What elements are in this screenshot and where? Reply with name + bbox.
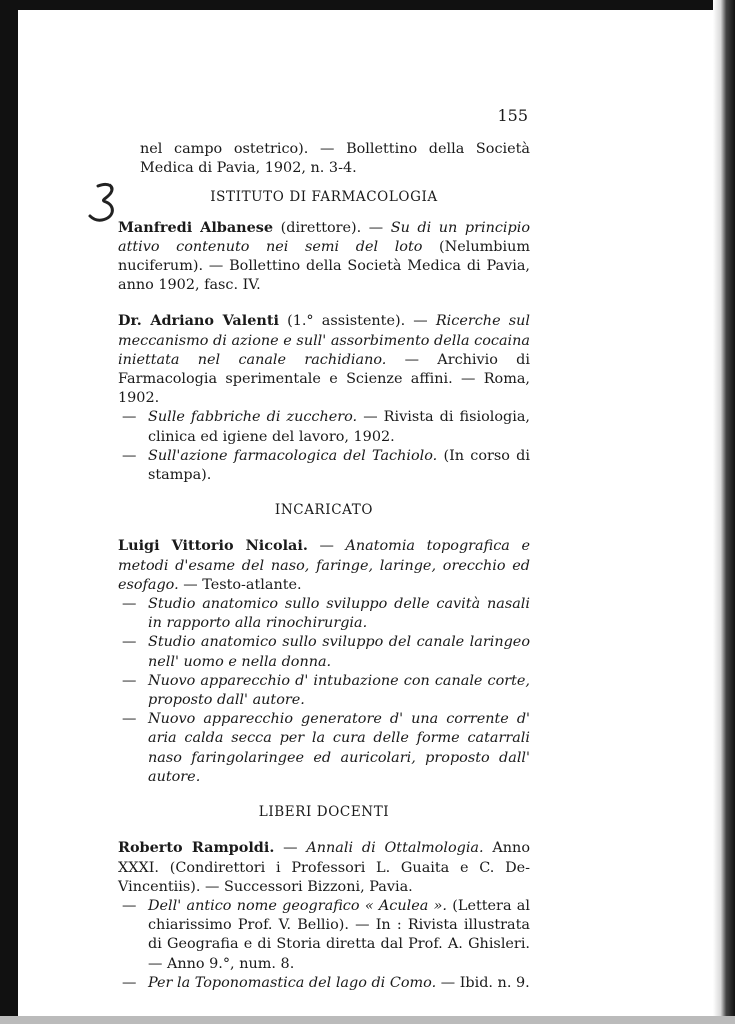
work-title: Nuovo apparecchio generatore d' una corrente d' aria calda secca per la cura delle forme catarrali naso faringolaringee ed auricolari, proposto dall' autore. (148, 711, 530, 785)
author-name: Luigi Vittorio Nicolai. (118, 537, 308, 555)
list-item (118, 595, 530, 633)
scan-border-right (713, 0, 735, 1024)
work-details: — Ibid. n. 9. (436, 974, 530, 991)
list-item (118, 897, 530, 974)
work-title: Ricerche sul meccanismo di azione e sull' assorbimento della cocaina iniettata nel canale rachidiano. (118, 313, 530, 368)
list-item (118, 408, 530, 446)
continuation-text: nel campo ostetrico). — Bollettino della Società Medica di Pavia, 1902, n. 3-4. (140, 141, 530, 177)
list-dash: — (122, 711, 137, 728)
scan-border-bottom (0, 1016, 735, 1024)
work-details: — Archivio di Farmacologia sperimentale e Scienze affini. — Roma, 1902. (118, 351, 530, 407)
section-heading-incaricato: INCARICATO (274, 502, 374, 519)
work-title: Sulle fabbriche di zucchero. (148, 409, 358, 426)
entry-albanese (118, 218, 530, 296)
work-title: Anatomia topografica e metodi d'esame del naso, faringe, laringe, orecchio ed esofago. (118, 538, 530, 593)
list-dash: — (122, 596, 137, 613)
work-title: Su di un principio attivo contenuto nei semi del loto (118, 219, 530, 255)
list-dash: — (122, 974, 137, 991)
author-name: Dr. Adriano Valenti (118, 312, 279, 330)
separator: — (307, 538, 346, 555)
list-dash: — (122, 672, 137, 689)
list-dash: — (122, 409, 137, 426)
list-dash: — (122, 634, 137, 651)
entry-nicolai (118, 536, 530, 595)
author-name: Roberto Rampoldi. (118, 839, 275, 857)
list-dash: — (122, 897, 137, 914)
entry-valenti (118, 311, 530, 408)
page-number: 155 (497, 106, 528, 125)
work-details: (Lettera al chiarissimo Prof. V. Bellio). — In : Rivista illustrata di Geografia e di Storia diretta dal Prof. A. Ghisleri. — Anno 9.°, num. 8. (148, 897, 530, 972)
scan-border-top (0, 0, 735, 10)
work-details: (Nelumbium nuciferum). — Bollettino della Società Medica di Pavia, anno 1902, fasc. IV. (118, 238, 530, 294)
work-details: (In corso di stampa). (148, 447, 530, 484)
list-item (118, 633, 530, 671)
section-heading-farmacologia: ISTITUTO DI FARMACOLOGIA (210, 189, 438, 206)
section-heading-liberi-docenti: LIBERI DOCENTI (258, 804, 390, 821)
work-details: — Testo-atlante. (178, 576, 302, 593)
scan-border-left (0, 0, 18, 1024)
list-item (118, 974, 530, 993)
work-title: Sull'azione farmacologica del Tachiolo. (148, 447, 438, 464)
list-item (118, 710, 530, 787)
separator: — (274, 840, 307, 857)
author-role: (direttore). — (273, 219, 391, 236)
work-title: Dell' antico nome geografico « Aculea ». (148, 897, 447, 914)
work-details: Anno XXXI. (Condirettori i Professori L. Guaita e C. De-Vincentiis). — Successori Bizzoni, Pavia. (118, 840, 530, 895)
entry-rampoldi (118, 838, 530, 897)
work-details: — Rivista di fisiologia, clinica ed igiene del lavoro, 1902. (148, 409, 531, 445)
work-title: Nuovo apparecchio d' intubazione con canale corte, proposto dall' autore. (148, 672, 530, 709)
work-title: Per la Toponomastica del lago di Como. (148, 974, 437, 991)
work-title: Studio anatomico sullo sviluppo del canale laringeo nell' uomo e nella donna. (148, 634, 530, 670)
list-dash: — (122, 447, 137, 464)
list-item (118, 672, 530, 710)
work-title: Studio anatomico sullo sviluppo delle cavità nasali in rapporto alla rinochirurgia. (148, 596, 530, 632)
author-name: Manfredi Albanese (118, 218, 274, 236)
author-role: (1.° assistente). — (278, 313, 436, 330)
list-item (118, 447, 530, 485)
page-content (118, 140, 530, 993)
work-title: Annali di Ottalmologia. (306, 840, 484, 857)
